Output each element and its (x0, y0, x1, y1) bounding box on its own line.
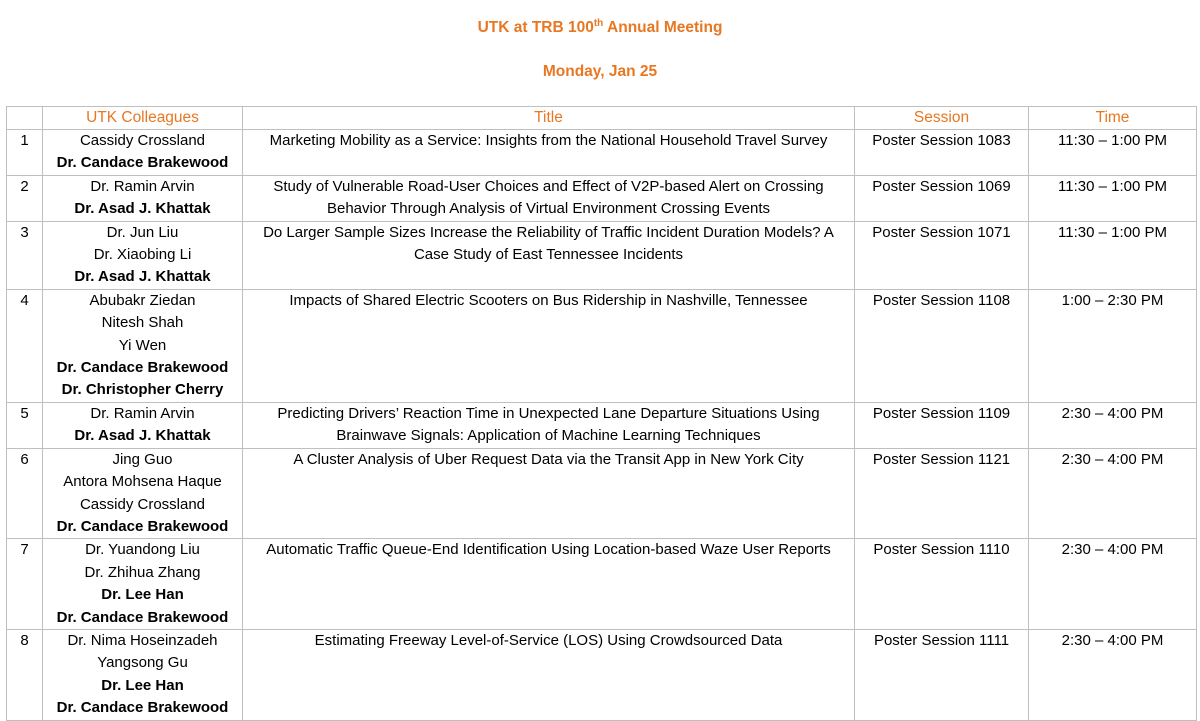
row-number: 3 (7, 221, 43, 289)
session-cell: Poster Session 1083 (855, 130, 1029, 176)
lead-colleague-name: Dr. Candace Brakewood (56, 699, 229, 717)
row-number: 5 (7, 402, 43, 448)
colleagues-cell (43, 130, 243, 176)
time-cell: 2:30 – 4:00 PM (1029, 539, 1197, 630)
lead-colleague-name: Dr. Candace Brakewood (56, 359, 229, 377)
lead-colleague-name: Dr. Candace Brakewood (56, 154, 229, 172)
session-cell: Poster Session 1069 (855, 175, 1029, 221)
colleagues-cell (43, 221, 243, 289)
page-title-prefix: UTK at TRB 100 (477, 19, 594, 36)
title-cell (243, 629, 855, 720)
column-header-session: Session (855, 107, 1029, 130)
schedule-table (6, 106, 1197, 721)
colleague-name: Dr. Nima Hoseinzadeh (67, 631, 218, 649)
title-cell (243, 539, 855, 630)
page-date: Monday, Jan 25 (542, 63, 658, 80)
table-row (7, 221, 1197, 289)
lead-colleague-name: Dr. Asad J. Khattak (74, 200, 211, 218)
lead-colleague-name: Dr. Lee Han (101, 586, 184, 604)
row-number: 2 (7, 175, 43, 221)
colleagues-cell (43, 448, 243, 539)
page-title-superscript: th (593, 18, 604, 29)
session-cell: Poster Session 1121 (855, 448, 1029, 539)
presentation-title: A Cluster Analysis of Uber Request Data via the Transit App in New York City (293, 450, 804, 468)
table-row (7, 629, 1197, 720)
title-cell (243, 448, 855, 539)
title-cell (243, 130, 855, 176)
time-cell: 11:30 – 1:00 PM (1029, 130, 1197, 176)
time-cell: 2:30 – 4:00 PM (1029, 629, 1197, 720)
presentation-title: Estimating Freeway Level-of-Service (LOS) Using Crowdsourced Data (314, 631, 783, 649)
colleague-name: Antora Mohsena Haque (63, 473, 222, 491)
time-cell: 1:00 – 2:30 PM (1029, 289, 1197, 402)
presentation-title: Automatic Traffic Queue-End Identification Using Location-based Waze User Reports (266, 541, 831, 559)
time-cell: 11:30 – 1:00 PM (1029, 221, 1197, 289)
page-title-suffix: Annual Meeting (603, 19, 723, 36)
session-cell: Poster Session 1111 (855, 629, 1029, 720)
presentation-title: Predicting Drivers’ Reaction Time in Unexpected Lane Departure Situations Using Brainwave Signals: Application of Machine Learning Techniques (277, 404, 820, 445)
column-header-colleagues: UTK Colleagues (43, 107, 243, 130)
page-title (0, 18, 1200, 37)
title-cell (243, 289, 855, 402)
presentation-title: Impacts of Shared Electric Scooters on Bus Ridership in Nashville, Tennessee (289, 291, 808, 309)
time-cell: 2:30 – 4:00 PM (1029, 402, 1197, 448)
title-cell (243, 221, 855, 289)
session-cell: Poster Session 1108 (855, 289, 1029, 402)
colleagues-cell (43, 629, 243, 720)
table-row (7, 539, 1197, 630)
row-number: 8 (7, 629, 43, 720)
lead-colleague-name: Dr. Asad J. Khattak (74, 268, 211, 286)
table-row (7, 175, 1197, 221)
row-number: 6 (7, 448, 43, 539)
colleague-name: Yi Wen (118, 336, 167, 354)
time-cell: 2:30 – 4:00 PM (1029, 448, 1197, 539)
title-cell (243, 175, 855, 221)
lead-colleague-name: Dr. Lee Han (101, 676, 184, 694)
presentation-title: Do Larger Sample Sizes Increase the Reliability of Traffic Incident Duration Models? A Case Study of East Tennessee Incidents (263, 223, 834, 264)
row-number: 1 (7, 130, 43, 176)
table-row (7, 402, 1197, 448)
presentation-title: Marketing Mobility as a Service: Insights from the National Household Travel Survey (269, 132, 828, 149)
lead-colleague-name: Dr. Asad J. Khattak (74, 427, 211, 445)
colleague-name: Dr. Ramin Arvin (90, 404, 195, 422)
colleague-name: Yangsong Gu (97, 654, 188, 672)
colleague-name: Jing Guo (112, 450, 173, 468)
column-header-number (7, 107, 43, 130)
presentation-title: Study of Vulnerable Road-User Choices and Effect of V2P-based Alert on Crossing Behavior Through Analysis of Virtual Environment Crossing Events (273, 177, 824, 218)
colleague-name: Dr. Zhihua Zhang (84, 563, 201, 581)
table-row (7, 448, 1197, 539)
colleague-name: Dr. Jun Liu (106, 223, 179, 241)
colleagues-cell (43, 175, 243, 221)
colleagues-cell (43, 289, 243, 402)
colleague-name: Dr. Ramin Arvin (90, 177, 195, 195)
table-header-row (7, 107, 1197, 130)
session-cell: Poster Session 1110 (855, 539, 1029, 630)
colleague-name: Cassidy Crossland (79, 132, 206, 149)
lead-colleague-name: Dr. Christopher Cherry (61, 381, 224, 399)
column-header-time: Time (1029, 107, 1197, 130)
title-cell (243, 402, 855, 448)
row-number: 4 (7, 289, 43, 402)
colleague-name: Dr. Yuandong Liu (85, 541, 200, 559)
colleagues-cell (43, 539, 243, 630)
column-header-title: Title (243, 107, 855, 130)
table-row (7, 130, 1197, 176)
session-cell: Poster Session 1109 (855, 402, 1029, 448)
colleague-name: Dr. Xiaobing Li (93, 246, 192, 264)
table-body (7, 130, 1197, 721)
session-cell: Poster Session 1071 (855, 221, 1029, 289)
lead-colleague-name: Dr. Candace Brakewood (56, 517, 229, 535)
lead-colleague-name: Dr. Candace Brakewood (56, 608, 229, 626)
colleague-name: Cassidy Crossland (79, 495, 206, 513)
colleague-name: Nitesh Shah (101, 314, 184, 332)
time-cell: 11:30 – 1:00 PM (1029, 175, 1197, 221)
table-row (7, 289, 1197, 402)
colleague-name: Abubakr Ziedan (89, 291, 196, 309)
colleagues-cell (43, 402, 243, 448)
row-number: 7 (7, 539, 43, 630)
